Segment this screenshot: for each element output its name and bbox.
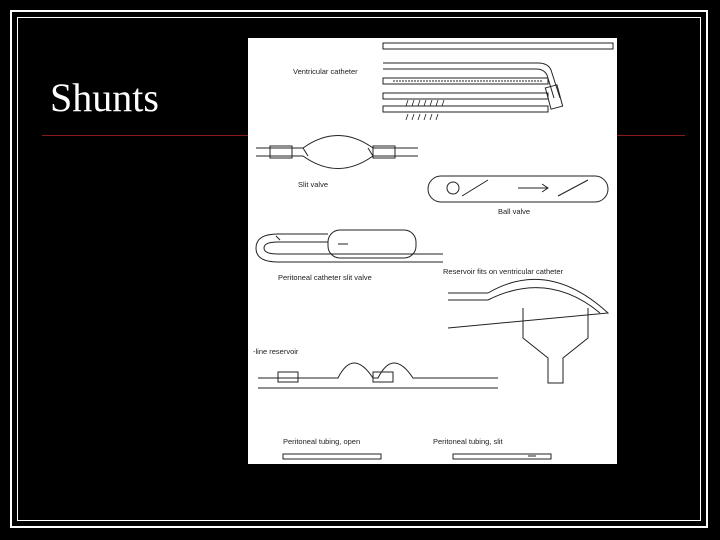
label-ball-valve: Ball valve xyxy=(498,207,531,216)
label-reservoir-fits: Reservoir fits on ventricular catheter xyxy=(443,267,564,276)
ball-valve-drawing xyxy=(428,176,608,202)
label-ventricular-catheter: Ventricular catheter xyxy=(293,67,358,76)
shunt-diagram xyxy=(248,38,617,464)
peritoneal-slit-valve-drawing xyxy=(256,230,443,262)
label-tubing-open: Peritoneal tubing, open xyxy=(283,437,361,446)
slide-title: Shunts xyxy=(50,75,159,120)
label-tubing-slit: Peritoneal tubing, slit xyxy=(433,437,503,446)
label-slit-valve: Slit valve xyxy=(298,180,329,189)
label-peritoneal-slit-valve: Peritoneal catheter slit valve xyxy=(278,273,372,282)
reservoir-drawing xyxy=(448,279,608,383)
shunt-figure xyxy=(248,38,617,464)
label-inline-reservoir: -line reservoir xyxy=(253,347,299,356)
peritoneal-tubing-drawing xyxy=(283,454,551,459)
inline-reservoir-drawing xyxy=(258,363,498,388)
ventricular-catheter-drawing xyxy=(383,43,613,120)
slit-valve-drawing xyxy=(256,136,418,169)
